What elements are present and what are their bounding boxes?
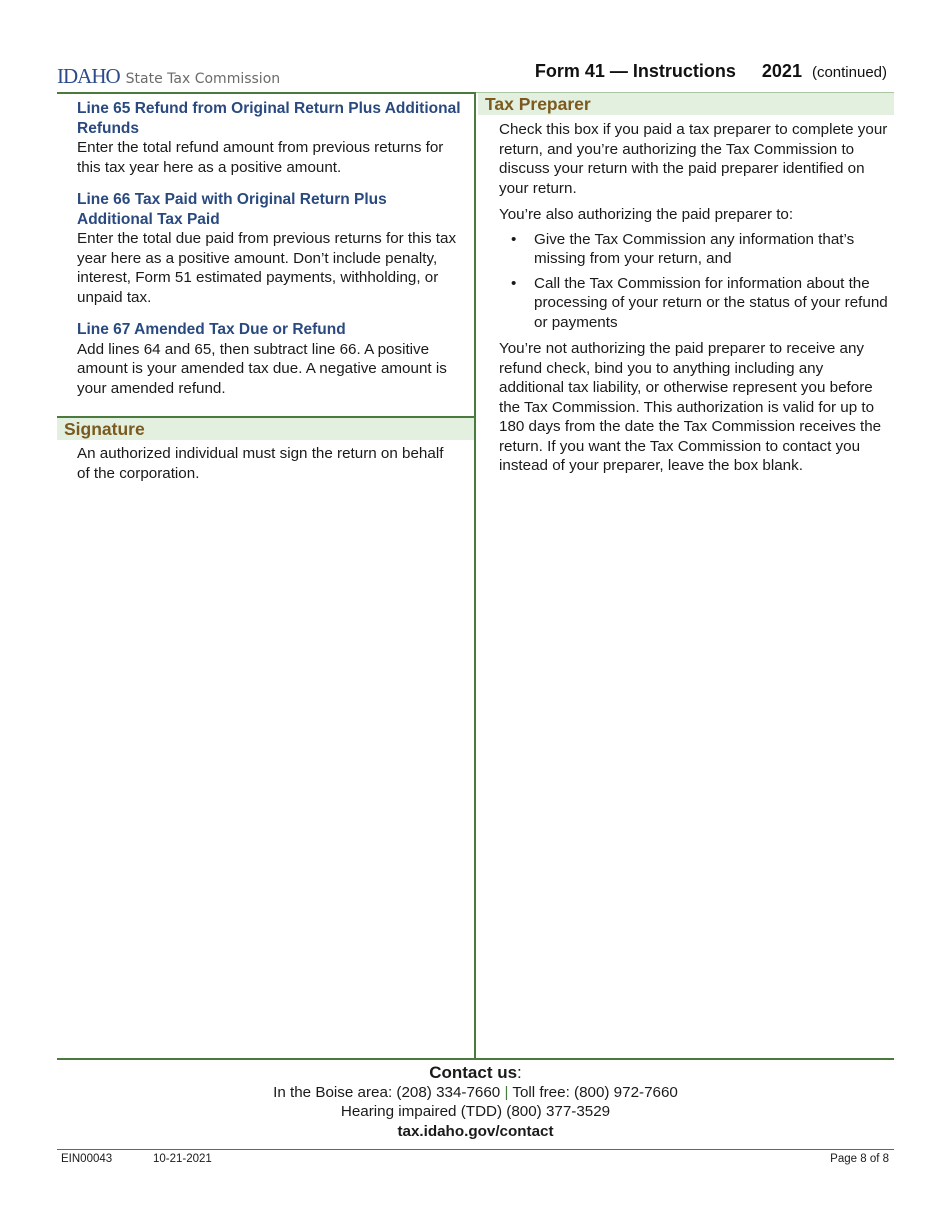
phone-separator: |	[504, 1084, 509, 1101]
line-67-body: Add lines 64 and 65, then subtract line 66. A positive amount is your amended tax due. A negative amount is your amended refund.	[77, 340, 447, 397]
logo-wordmark: IDAHO	[57, 64, 120, 88]
line-66-section	[77, 190, 462, 307]
list-item: • Give the Tax Commission any information that’s missing from your return, and	[499, 230, 891, 269]
contact-phones	[57, 1083, 894, 1102]
line-65-section	[77, 99, 462, 177]
footer-divider	[57, 1149, 894, 1150]
continued-label: (continued)	[811, 64, 887, 81]
line-66-body: Enter the total due paid from previous returns for this tax year here as a positive amount. Don’t include penalty, interest, Form 51 estimated payments, withholding, or unpaid tax.	[77, 230, 457, 306]
tdd-phone: Hearing impaired (TDD) (800) 377-3529	[340, 1103, 611, 1120]
tax-preparer-para-1: Check this box if you paid a tax preparer to complete your return, and you’re authorizing the Tax Commission to discuss your return with the paid preparer identified on your return.	[499, 121, 888, 197]
tax-preparer-para-2: You’re also authorizing the paid preparer to:	[499, 206, 794, 223]
logo-subtitle: State Tax Commission	[125, 71, 281, 87]
right-column	[499, 120, 891, 476]
tax-preparer-title: Tax Preparer	[485, 94, 591, 114]
line-66-heading: Line 66 Tax Paid with Original Return Plus Additional Tax Paid	[77, 191, 387, 228]
contact-section	[57, 1063, 894, 1142]
line-67-section	[77, 320, 462, 398]
form-title-block	[535, 61, 887, 82]
column-divider	[474, 92, 476, 1059]
page-number: Page 8 of 8	[830, 1153, 889, 1165]
revision-date: 10-21-2021	[153, 1153, 212, 1165]
contact-title	[57, 1063, 894, 1083]
contact-title-text: Contact us	[429, 1063, 518, 1082]
left-column	[77, 99, 462, 398]
line-65-heading: Line 65 Refund from Original Return Plus Additional Refunds	[77, 100, 461, 137]
boise-phone: In the Boise area: (208) 334-7660	[273, 1084, 501, 1101]
line-65-body: Enter the total refund amount from previous returns for this tax year here as a positive amount.	[77, 139, 444, 176]
list-item: • Call the Tax Commission for information about the processing of your return or the status of your refund or payments	[499, 274, 891, 333]
form-code: EIN00043	[61, 1153, 113, 1165]
tax-preparer-para-3: You’re not authorizing the paid preparer to receive any refund check, bind you to anything including any additional tax liability, or otherwise represent you before the Tax Commission. This authorization is valid for up to 180 days from the date the Tax Commission receives the return. If you want the Tax Commission to contact you instead of your preparer, leave the box blank.	[499, 340, 882, 474]
toll-free-phone: Toll free: (800) 972-7660	[512, 1084, 678, 1101]
page-header	[57, 58, 893, 90]
authorization-list	[499, 230, 891, 333]
contact-divider	[57, 1058, 894, 1060]
signature-body: An authorized individual must sign the return on behalf of the corporation.	[77, 445, 444, 482]
form-title: Form 41 — Instructions	[534, 61, 736, 81]
idaho-logo	[57, 64, 280, 89]
contact-link[interactable]: tax.idaho.gov/contact	[397, 1123, 554, 1140]
signature-title: Signature	[64, 419, 145, 439]
top-divider-left	[57, 92, 475, 94]
tax-preparer-section-bar	[478, 93, 894, 115]
signature-section-bar	[57, 418, 474, 440]
contact-title-colon: :	[517, 1063, 522, 1082]
line-67-heading: Line 67 Amended Tax Due or Refund	[77, 321, 346, 338]
form-year: 2021	[761, 61, 802, 81]
